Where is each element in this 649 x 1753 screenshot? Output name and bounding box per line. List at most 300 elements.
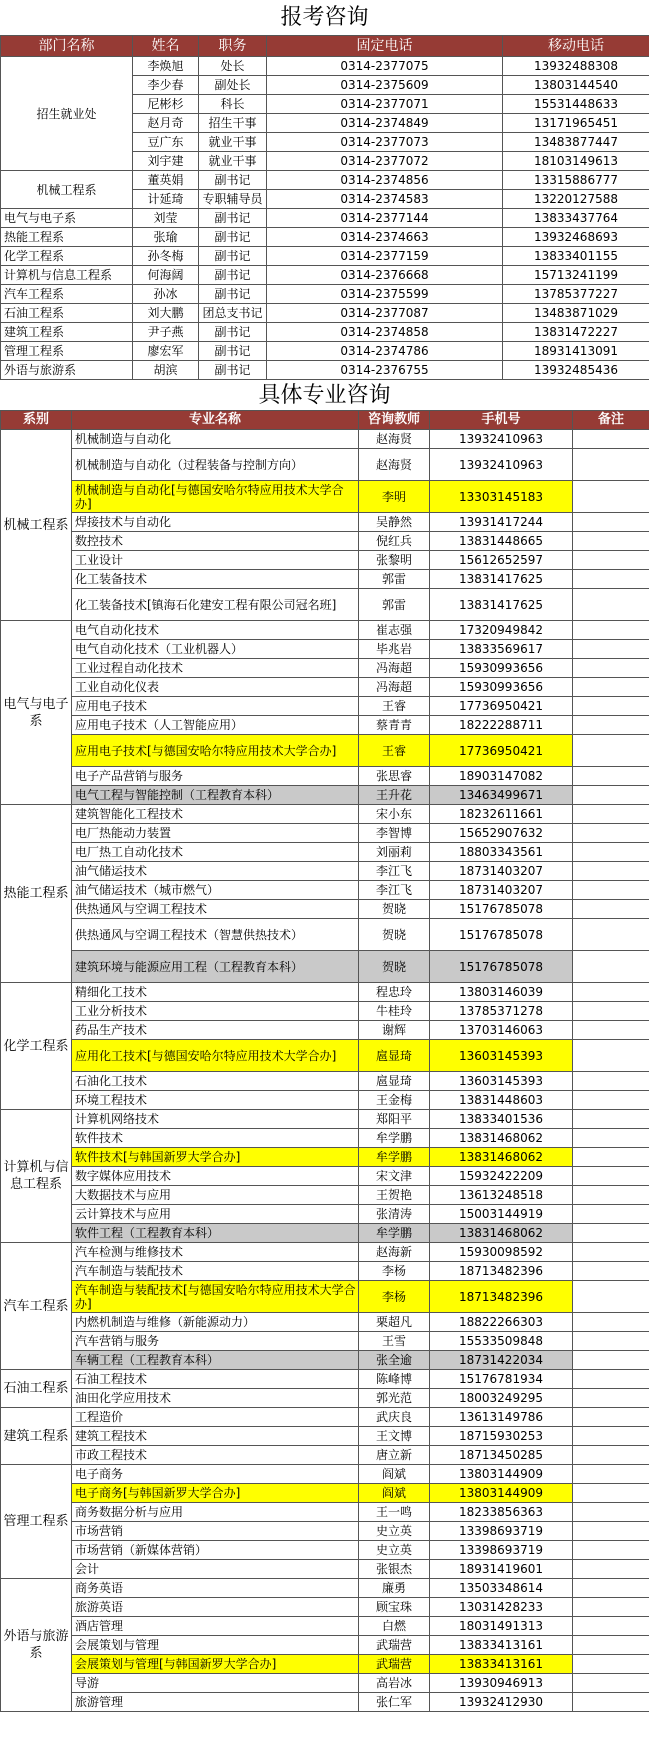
major-cell: 供热通风与空调工程技术（智慧供热技术） bbox=[72, 919, 359, 951]
mobile-cell: 13315886777 bbox=[503, 171, 649, 190]
remark-cell bbox=[573, 1002, 649, 1021]
major-cell: 应用电子技术（人工智能应用） bbox=[72, 716, 359, 735]
table-row bbox=[1, 951, 649, 983]
teacher-cell: 张思睿 bbox=[359, 767, 430, 786]
teacher-cell: 牟学鹏 bbox=[359, 1148, 430, 1167]
name-cell: 张瑜 bbox=[133, 228, 199, 247]
section-title-admission: 报考咨询 bbox=[280, 5, 369, 30]
phone-cell: 13833413161 bbox=[430, 1655, 573, 1674]
mobile-cell: 15531448633 bbox=[503, 95, 649, 114]
table-row bbox=[1, 209, 649, 228]
table-row bbox=[1, 1072, 649, 1091]
dept-cell: 外语与旅游系 bbox=[1, 1579, 72, 1712]
column-header: 备注 bbox=[573, 411, 649, 430]
mobile-cell: 13483871029 bbox=[503, 304, 649, 323]
major-cell: 建筑环境与能源应用工程（工程教育本科） bbox=[72, 951, 359, 983]
major-cell: 电气自动化技术 bbox=[72, 621, 359, 640]
remark-cell bbox=[573, 1072, 649, 1091]
phone-cell: 17736950421 bbox=[430, 735, 573, 767]
teacher-cell: 贺晓 bbox=[359, 951, 430, 983]
remark-cell bbox=[573, 1389, 649, 1408]
phone-cell: 13398693719 bbox=[430, 1522, 573, 1541]
mobile-cell: 13785377227 bbox=[503, 285, 649, 304]
phone-cell: 18931419601 bbox=[430, 1560, 573, 1579]
remark-cell bbox=[573, 786, 649, 805]
remark-cell bbox=[573, 481, 649, 513]
table-row bbox=[1, 1021, 649, 1040]
teacher-cell: 刘丽莉 bbox=[359, 843, 430, 862]
table-row bbox=[1, 1693, 649, 1712]
table-row bbox=[1, 786, 649, 805]
table-row bbox=[1, 1408, 649, 1427]
table-row bbox=[1, 304, 649, 323]
mobile-cell: 18931413091 bbox=[503, 342, 649, 361]
remark-cell bbox=[573, 659, 649, 678]
teacher-cell: 郭雷 bbox=[359, 589, 430, 621]
phone-cell: 18731403207 bbox=[430, 881, 573, 900]
dept-cell: 化学工程系 bbox=[1, 983, 72, 1110]
title-cell: 招生干事 bbox=[199, 114, 267, 133]
remark-cell bbox=[573, 697, 649, 716]
table-row bbox=[1, 1598, 649, 1617]
remark-cell bbox=[573, 449, 649, 481]
teacher-cell: 李江飞 bbox=[359, 881, 430, 900]
remark-cell bbox=[573, 1021, 649, 1040]
phone-cell: 15176785078 bbox=[430, 919, 573, 951]
table-row bbox=[1, 1091, 649, 1110]
mobile-cell: 13483877447 bbox=[503, 133, 649, 152]
teacher-cell: 崔志强 bbox=[359, 621, 430, 640]
column-header: 移动电话 bbox=[503, 36, 649, 57]
table-row bbox=[1, 532, 649, 551]
phone-cell: 13603145393 bbox=[430, 1072, 573, 1091]
table-header-row bbox=[1, 36, 649, 57]
teacher-cell: 牟学鹏 bbox=[359, 1129, 430, 1148]
title-cell: 副书记 bbox=[199, 209, 267, 228]
dept-cell: 建筑工程系 bbox=[1, 323, 133, 342]
dept-cell: 管理工程系 bbox=[1, 1465, 72, 1579]
table-row bbox=[1, 767, 649, 786]
table-row bbox=[1, 862, 649, 881]
major-cell: 会计 bbox=[72, 1560, 359, 1579]
landline-cell: 0314-2374663 bbox=[267, 228, 503, 247]
table-row bbox=[1, 1351, 649, 1370]
landline-cell: 0314-2377144 bbox=[267, 209, 503, 228]
column-header: 手机号 bbox=[430, 411, 573, 430]
remark-cell bbox=[573, 1579, 649, 1598]
teacher-cell: 宋文津 bbox=[359, 1167, 430, 1186]
remark-cell bbox=[573, 570, 649, 589]
major-cell: 软件工程（工程教育本科） bbox=[72, 1224, 359, 1243]
phone-cell: 15176785078 bbox=[430, 951, 573, 983]
remark-cell bbox=[573, 513, 649, 532]
major-cell: 市场营销（新媒体营销） bbox=[72, 1541, 359, 1560]
remark-cell bbox=[573, 919, 649, 951]
name-cell: 刘宇建 bbox=[133, 152, 199, 171]
teacher-cell: 张仁军 bbox=[359, 1693, 430, 1712]
title-cell: 就业干事 bbox=[199, 133, 267, 152]
dept-cell: 石油工程系 bbox=[1, 304, 133, 323]
dept-cell: 化学工程系 bbox=[1, 247, 133, 266]
major-cell: 计算机网络技术 bbox=[72, 1110, 359, 1129]
remark-cell bbox=[573, 1541, 649, 1560]
major-cell: 会展策划与管理[与韩国新罗大学合办] bbox=[72, 1655, 359, 1674]
landline-cell: 0314-2376668 bbox=[267, 266, 503, 285]
remark-cell bbox=[573, 1186, 649, 1205]
table-row bbox=[1, 1522, 649, 1541]
title-cell: 副处长 bbox=[199, 76, 267, 95]
remark-cell bbox=[573, 1598, 649, 1617]
landline-cell: 0314-2376755 bbox=[267, 361, 503, 380]
remark-cell bbox=[573, 1522, 649, 1541]
table-row bbox=[1, 266, 649, 285]
mobile-cell: 13171965451 bbox=[503, 114, 649, 133]
table-row bbox=[1, 640, 649, 659]
teacher-cell: 程忠玲 bbox=[359, 983, 430, 1002]
major-cell: 内燃机制造与维修（新能源动力） bbox=[72, 1313, 359, 1332]
table-row bbox=[1, 824, 649, 843]
remark-cell bbox=[573, 1281, 649, 1313]
major-cell: 石油化工技术 bbox=[72, 1072, 359, 1091]
phone-cell: 15930993656 bbox=[430, 678, 573, 697]
dept-cell: 汽车工程系 bbox=[1, 1243, 72, 1370]
major-cell: 酒店管理 bbox=[72, 1617, 359, 1636]
table-row bbox=[1, 57, 649, 76]
phone-cell: 13932412930 bbox=[430, 1693, 573, 1712]
title-cell: 处长 bbox=[199, 57, 267, 76]
table-row bbox=[1, 1617, 649, 1636]
dept-cell: 汽车工程系 bbox=[1, 285, 133, 304]
mobile-cell: 18103149613 bbox=[503, 152, 649, 171]
name-cell: 孙冰 bbox=[133, 285, 199, 304]
phone-cell: 18903147082 bbox=[430, 767, 573, 786]
phone-cell: 13803144909 bbox=[430, 1465, 573, 1484]
table-row bbox=[1, 659, 649, 678]
remark-cell bbox=[573, 678, 649, 697]
landline-cell: 0314-2377071 bbox=[267, 95, 503, 114]
remark-cell bbox=[573, 1617, 649, 1636]
phone-cell: 15612652597 bbox=[430, 551, 573, 570]
phone-cell: 13831448665 bbox=[430, 532, 573, 551]
remark-cell bbox=[573, 843, 649, 862]
title-cell: 副书记 bbox=[199, 342, 267, 361]
phone-cell: 13932410963 bbox=[430, 430, 573, 449]
major-cell: 商务数据分析与应用 bbox=[72, 1503, 359, 1522]
major-cell: 机械制造与自动化[与德国安哈尔特应用技术大学合办] bbox=[72, 481, 359, 513]
landline-cell: 0314-2375609 bbox=[267, 76, 503, 95]
teacher-cell: 谢辉 bbox=[359, 1021, 430, 1040]
phone-cell: 18233856363 bbox=[430, 1503, 573, 1522]
teacher-cell: 冯海超 bbox=[359, 678, 430, 697]
remark-cell bbox=[573, 1148, 649, 1167]
remark-cell bbox=[573, 1129, 649, 1148]
teacher-cell: 李杨 bbox=[359, 1281, 430, 1313]
major-cell: 汽车检测与维修技术 bbox=[72, 1243, 359, 1262]
major-cell: 建筑智能化工程技术 bbox=[72, 805, 359, 824]
major-cell: 导游 bbox=[72, 1674, 359, 1693]
phone-cell: 13831468062 bbox=[430, 1148, 573, 1167]
remark-cell bbox=[573, 1446, 649, 1465]
table-row bbox=[1, 1129, 649, 1148]
phone-cell: 13930946913 bbox=[430, 1674, 573, 1693]
major-cell: 电子商务[与韩国新罗大学合办] bbox=[72, 1484, 359, 1503]
phone-cell: 15533509848 bbox=[430, 1332, 573, 1351]
teacher-cell: 王雪 bbox=[359, 1332, 430, 1351]
name-cell: 董英娟 bbox=[133, 171, 199, 190]
teacher-cell: 蔡青青 bbox=[359, 716, 430, 735]
title-cell: 科长 bbox=[199, 95, 267, 114]
remark-cell bbox=[573, 551, 649, 570]
phone-cell: 13931417244 bbox=[430, 513, 573, 532]
remark-cell bbox=[573, 1427, 649, 1446]
remark-cell bbox=[573, 862, 649, 881]
table-row bbox=[1, 983, 649, 1002]
teacher-cell: 白燃 bbox=[359, 1617, 430, 1636]
dept-cell: 热能工程系 bbox=[1, 805, 72, 983]
table-row bbox=[1, 735, 649, 767]
title-cell: 副书记 bbox=[199, 323, 267, 342]
mobile-cell: 13220127588 bbox=[503, 190, 649, 209]
teacher-cell: 张全逾 bbox=[359, 1351, 430, 1370]
dept-cell: 外语与旅游系 bbox=[1, 361, 133, 380]
dept-cell: 石油工程系 bbox=[1, 1370, 72, 1408]
phone-cell: 13831417625 bbox=[430, 570, 573, 589]
major-cell: 化工装备技术 bbox=[72, 570, 359, 589]
teacher-cell: 王一鸣 bbox=[359, 1503, 430, 1522]
dept-cell: 电气与电子系 bbox=[1, 621, 72, 805]
mobile-cell: 13803144540 bbox=[503, 76, 649, 95]
dept-cell: 计算机与信息工程系 bbox=[1, 1110, 72, 1243]
phone-cell: 18822266303 bbox=[430, 1313, 573, 1332]
mobile-cell: 13833437764 bbox=[503, 209, 649, 228]
major-cell: 数控技术 bbox=[72, 532, 359, 551]
title-cell: 副书记 bbox=[199, 266, 267, 285]
title-cell: 副书记 bbox=[199, 361, 267, 380]
phone-cell: 13031428233 bbox=[430, 1598, 573, 1617]
remark-cell bbox=[573, 1674, 649, 1693]
phone-cell: 15930993656 bbox=[430, 659, 573, 678]
phone-cell: 15176785078 bbox=[430, 900, 573, 919]
remark-cell bbox=[573, 1313, 649, 1332]
remark-cell bbox=[573, 1693, 649, 1712]
landline-cell: 0314-2377073 bbox=[267, 133, 503, 152]
mobile-cell: 13833401155 bbox=[503, 247, 649, 266]
teacher-cell: 宋小东 bbox=[359, 805, 430, 824]
table-row bbox=[1, 919, 649, 951]
phone-cell: 15176781934 bbox=[430, 1370, 573, 1389]
phone-cell: 18232611661 bbox=[430, 805, 573, 824]
table-row bbox=[1, 1205, 649, 1224]
major-cell: 大数据技术与应用 bbox=[72, 1186, 359, 1205]
remark-cell bbox=[573, 1243, 649, 1262]
title-cell: 副书记 bbox=[199, 228, 267, 247]
column-header: 专业名称 bbox=[72, 411, 359, 430]
teacher-cell: 郑阳平 bbox=[359, 1110, 430, 1129]
phone-cell: 17736950421 bbox=[430, 697, 573, 716]
major-cell: 会展策划与管理 bbox=[72, 1636, 359, 1655]
remark-cell bbox=[573, 1408, 649, 1427]
landline-cell: 0314-2377075 bbox=[267, 57, 503, 76]
phone-cell: 13833401536 bbox=[430, 1110, 573, 1129]
table-row bbox=[1, 1040, 649, 1072]
dept-cell: 计算机与信息工程系 bbox=[1, 266, 133, 285]
major-cell: 汽车制造与装配技术[与德国安哈尔特应用技术大学合办] bbox=[72, 1281, 359, 1313]
table-row bbox=[1, 1002, 649, 1021]
table-row bbox=[1, 1224, 649, 1243]
table-row bbox=[1, 1427, 649, 1446]
name-cell: 刘莹 bbox=[133, 209, 199, 228]
major-cell: 云计算技术与应用 bbox=[72, 1205, 359, 1224]
column-header: 固定电话 bbox=[267, 36, 503, 57]
phone-cell: 13613149786 bbox=[430, 1408, 573, 1427]
table-row bbox=[1, 716, 649, 735]
phone-cell: 18731422034 bbox=[430, 1351, 573, 1370]
teacher-cell: 毕兆岩 bbox=[359, 640, 430, 659]
teacher-cell: 王金梅 bbox=[359, 1091, 430, 1110]
teacher-cell: 李明 bbox=[359, 481, 430, 513]
teacher-cell: 赵海贤 bbox=[359, 449, 430, 481]
table-header-row bbox=[1, 411, 649, 430]
teacher-cell: 栗超凡 bbox=[359, 1313, 430, 1332]
teacher-cell: 李江飞 bbox=[359, 862, 430, 881]
table-row bbox=[1, 361, 649, 380]
phone-cell: 17320949842 bbox=[430, 621, 573, 640]
teacher-cell: 武瑞营 bbox=[359, 1655, 430, 1674]
name-cell: 何海阔 bbox=[133, 266, 199, 285]
remark-cell bbox=[573, 881, 649, 900]
teacher-cell: 顾宝珠 bbox=[359, 1598, 430, 1617]
landline-cell: 0314-2374583 bbox=[267, 190, 503, 209]
teacher-cell: 王升花 bbox=[359, 786, 430, 805]
table-row bbox=[1, 1579, 649, 1598]
admission-contact-table bbox=[0, 35, 649, 380]
phone-cell: 13831448603 bbox=[430, 1091, 573, 1110]
title-cell: 副书记 bbox=[199, 247, 267, 266]
landline-cell: 0314-2375599 bbox=[267, 285, 503, 304]
table-row bbox=[1, 1186, 649, 1205]
table-row bbox=[1, 1148, 649, 1167]
table-row bbox=[1, 247, 649, 266]
teacher-cell: 王睿 bbox=[359, 735, 430, 767]
major-cell: 电气自动化技术（工业机器人） bbox=[72, 640, 359, 659]
phone-cell: 15932422209 bbox=[430, 1167, 573, 1186]
dept-cell: 电气与电子系 bbox=[1, 209, 133, 228]
phone-cell: 13831468062 bbox=[430, 1129, 573, 1148]
major-cell: 焊接技术与自动化 bbox=[72, 513, 359, 532]
title-cell: 专职辅导员 bbox=[199, 190, 267, 209]
teacher-cell: 张黎明 bbox=[359, 551, 430, 570]
remark-cell bbox=[573, 1370, 649, 1389]
major-cell: 建筑工程技术 bbox=[72, 1427, 359, 1446]
landline-cell: 0314-2377159 bbox=[267, 247, 503, 266]
phone-cell: 18803343561 bbox=[430, 843, 573, 862]
table-row bbox=[1, 430, 649, 449]
major-cell: 车辆工程（工程教育本科） bbox=[72, 1351, 359, 1370]
title-cell: 副书记 bbox=[199, 171, 267, 190]
phone-cell: 13803144909 bbox=[430, 1484, 573, 1503]
table-row bbox=[1, 881, 649, 900]
major-cell: 工业分析技术 bbox=[72, 1002, 359, 1021]
dept-cell: 机械工程系 bbox=[1, 430, 72, 621]
dept-cell: 热能工程系 bbox=[1, 228, 133, 247]
teacher-cell: 倪红兵 bbox=[359, 532, 430, 551]
table-row bbox=[1, 805, 649, 824]
name-cell: 尹子燕 bbox=[133, 323, 199, 342]
major-cell: 数字媒体应用技术 bbox=[72, 1167, 359, 1186]
major-cell: 化工装备技术[镇海石化建安工程有限公司冠名班] bbox=[72, 589, 359, 621]
major-cell: 油田化学应用技术 bbox=[72, 1389, 359, 1408]
remark-cell bbox=[573, 983, 649, 1002]
teacher-cell: 贺晓 bbox=[359, 900, 430, 919]
remark-cell bbox=[573, 900, 649, 919]
table-row bbox=[1, 697, 649, 716]
dept-cell: 管理工程系 bbox=[1, 342, 133, 361]
table-row bbox=[1, 1465, 649, 1484]
mobile-cell: 13932488308 bbox=[503, 57, 649, 76]
phone-cell: 13932410963 bbox=[430, 449, 573, 481]
teacher-cell: 阎斌 bbox=[359, 1484, 430, 1503]
teacher-cell: 牟学鹏 bbox=[359, 1224, 430, 1243]
teacher-cell: 武庆良 bbox=[359, 1408, 430, 1427]
table-row bbox=[1, 1541, 649, 1560]
remark-cell bbox=[573, 621, 649, 640]
remark-cell bbox=[573, 1110, 649, 1129]
phone-cell: 13833569617 bbox=[430, 640, 573, 659]
landline-cell: 0314-2374849 bbox=[267, 114, 503, 133]
phone-cell: 13613248518 bbox=[430, 1186, 573, 1205]
remark-cell bbox=[573, 1465, 649, 1484]
remark-cell bbox=[573, 805, 649, 824]
table-row bbox=[1, 1262, 649, 1281]
mobile-cell: 13932485436 bbox=[503, 361, 649, 380]
major-cell: 药品生产技术 bbox=[72, 1021, 359, 1040]
phone-cell: 13603145393 bbox=[430, 1040, 573, 1072]
name-cell: 孙冬梅 bbox=[133, 247, 199, 266]
major-cell: 工业过程自动化技术 bbox=[72, 659, 359, 678]
major-cell: 工业设计 bbox=[72, 551, 359, 570]
remark-cell bbox=[573, 1484, 649, 1503]
phone-cell: 18713482396 bbox=[430, 1262, 573, 1281]
major-cell: 软件技术 bbox=[72, 1129, 359, 1148]
phone-cell: 13803146039 bbox=[430, 983, 573, 1002]
table-row bbox=[1, 1243, 649, 1262]
table-row bbox=[1, 570, 649, 589]
phone-cell: 13831417625 bbox=[430, 589, 573, 621]
phone-cell: 13303145183 bbox=[430, 481, 573, 513]
major-cell: 旅游英语 bbox=[72, 1598, 359, 1617]
teacher-cell: 贺晓 bbox=[359, 919, 430, 951]
table-row bbox=[1, 1167, 649, 1186]
table-row bbox=[1, 481, 649, 513]
teacher-cell: 牛桂玲 bbox=[359, 1002, 430, 1021]
major-cell: 应用化工技术[与德国安哈尔特应用技术大学合办] bbox=[72, 1040, 359, 1072]
table-row bbox=[1, 1110, 649, 1129]
landline-cell: 0314-2377072 bbox=[267, 152, 503, 171]
major-cell: 油气储运技术 bbox=[72, 862, 359, 881]
section-title-majors: 具体专业咨询 bbox=[258, 383, 391, 408]
major-contact-table bbox=[0, 410, 649, 1712]
table-row bbox=[1, 1370, 649, 1389]
major-cell: 汽车营销与服务 bbox=[72, 1332, 359, 1351]
name-cell: 赵月奇 bbox=[133, 114, 199, 133]
name-cell: 刘大鹏 bbox=[133, 304, 199, 323]
table-row bbox=[1, 1446, 649, 1465]
major-cell: 石油工程技术 bbox=[72, 1370, 359, 1389]
mobile-cell: 13831472227 bbox=[503, 323, 649, 342]
major-cell: 供热通风与空调工程技术 bbox=[72, 900, 359, 919]
phone-cell: 15930098592 bbox=[430, 1243, 573, 1262]
teacher-cell: 陈峰博 bbox=[359, 1370, 430, 1389]
